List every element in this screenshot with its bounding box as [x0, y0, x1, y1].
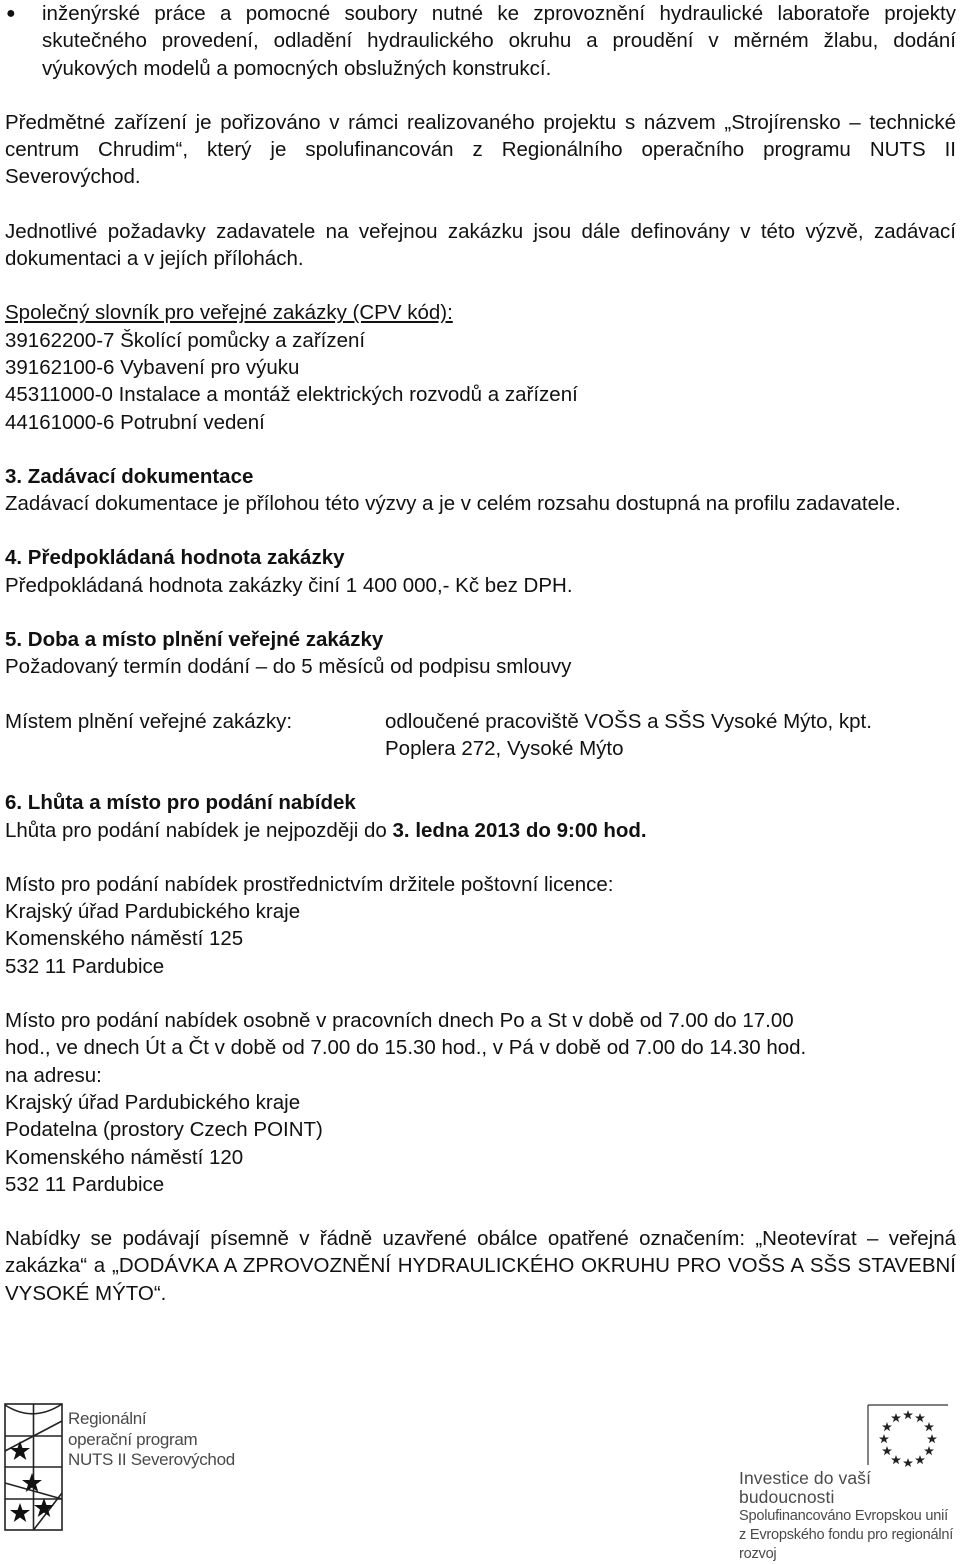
- section-4-heading: 4. Předpokládaná hodnota zakázky: [5, 546, 345, 570]
- section-6-heading: 6. Lhůta a místo pro podání nabídek: [5, 791, 356, 815]
- section-3: [5, 463, 956, 518]
- rop-logo-line: NUTS II Severovýchod: [68, 1450, 235, 1469]
- section-5-heading: 5. Doba a místo plnění veřejné zakázky: [5, 628, 384, 652]
- address-line: 532 11 Pardubice: [5, 1172, 165, 1196]
- place-value: [385, 708, 956, 763]
- deadline-suffix: .: [640, 818, 647, 842]
- document-page: [5, 0, 956, 1307]
- deadline-text: [5, 817, 956, 844]
- cpv-code: 39162200-7 Školící pomůcky a zařízení: [5, 328, 366, 352]
- section-3-text: Zadávací dokumentace je přílohou této výzvy a je v celém rozsahu dostupná na profilu zadavatele.: [5, 492, 901, 516]
- bullet-item: [5, 0, 956, 82]
- place-label: Místem plnění veřejné zakázky:: [5, 709, 293, 733]
- address-line: Komenského náměstí 120: [5, 1145, 244, 1169]
- cpv-code: 39162100-6 Vybavení pro výuku: [5, 355, 300, 379]
- place-of-performance: [5, 708, 956, 763]
- cpv-block: [5, 299, 956, 435]
- cpv-code: 45311000-0 Instalace a montáž elektrických rozvodů a zařízení: [5, 383, 578, 407]
- eu-logo-title: Investice do vaší budoucnosti: [739, 1468, 872, 1507]
- address-line: na adresu:: [5, 1063, 102, 1087]
- postal-submission: [5, 871, 956, 980]
- eu-flag-icon: [734, 1403, 960, 1467]
- rop-logo-line: Regionální: [68, 1409, 147, 1428]
- personal-intro-line: hod., ve dnech Út a Čt v době od 7.00 do 15.30 hod., v Pá v době od 7.00 do 14.30 hod.: [5, 1036, 807, 1060]
- deadline-prefix: Lhůta pro podání nabídek je nejpozději do: [5, 818, 393, 842]
- eu-logo-text: [739, 1469, 960, 1564]
- envelope-text: Nabídky se podávají písemně v řádně uzavřené obálce opatřené označením: „Neotevírat – veřejná zakázka“ a „DODÁVKA A ZPROVOZNĚNÍ HYDRAULICKÉHO OKRUHU PRO VOŠS A SŠS STAVEBNÍ VYSOKÉ MÝTO“.: [5, 1227, 956, 1305]
- rop-logo-text: [68, 1409, 235, 1471]
- section-6: [5, 789, 956, 1307]
- intro-paragraph-2: Jednotlivé požadavky zadavatele na veřejnou zakázku jsou dále definovány v této výzvě, zadávací dokumentaci a v jejích přílohách.: [5, 219, 956, 271]
- bullet-symbol: ●: [6, 5, 16, 22]
- intro-paragraph-1: Předmětné zařízení je pořizováno v rámci realizovaného projektu s názvem „Strojírensko – technické centrum Chrudim“, který je spolufinancován z Regionálního operačního programu NUTS II Severovýchod.: [5, 110, 956, 189]
- rop-logo: [4, 1403, 244, 1531]
- personal-submission: [5, 1007, 956, 1198]
- cpv-code: 44161000-6 Potrubní vedení: [5, 410, 265, 434]
- section-5-text: Požadovaný termín dodání – do 5 měsíců od podpisu smlouvy: [5, 655, 572, 679]
- address-line: 532 11 Pardubice: [5, 954, 165, 978]
- section-5: [5, 626, 956, 762]
- address-line: Krajský úřad Pardubického kraje: [5, 1090, 301, 1114]
- postal-intro: Místo pro podání nabídek prostřednictvím držitele poštovní licence:: [5, 872, 614, 896]
- cpv-heading: Společný slovník pro veřejné zakázky (CPV kód):: [5, 301, 453, 325]
- eu-logo: [734, 1403, 960, 1562]
- section-3-heading: 3. Zadávací dokumentace: [5, 464, 254, 488]
- address-line: Krajský úřad Pardubického kraje: [5, 900, 301, 924]
- section-4-text: Předpokládaná hodnota zakázky činí 1 400 000,- Kč bez DPH.: [5, 573, 573, 597]
- place-value-line: Poplera 272, Vysoké Mýto: [385, 736, 624, 760]
- footer-logos: [0, 1403, 960, 1562]
- bullet-text: inženýrské práce a pomocné soubory nutné ke zprovoznění hydraulické laboratoře projekty skutečného provedení, odladění hydraulického okruhu a proudění v měrném žlabu, dodání výukových modelů a pomocných obslužných konstrukcí.: [42, 2, 956, 80]
- rop-logo-line: operační program: [68, 1429, 198, 1449]
- deadline-date: 3. ledna 2013 do 9:00 hod: [392, 818, 641, 842]
- section-4: [5, 544, 956, 599]
- address-line: Podatelna (prostory Czech POINT): [5, 1118, 323, 1142]
- eu-logo-line: Spolufinancováno Evropskou unií: [739, 1508, 948, 1524]
- eu-logo-line: z Evropského fondu pro regionální rozvoj: [739, 1527, 954, 1562]
- personal-intro-line: Místo pro podání nabídek osobně v pracovních dnech Po a St v době od 7.00 do 17.00: [5, 1009, 794, 1033]
- place-value-line: odloučené pracoviště VOŠS a SŠS Vysoké Mýto, kpt.: [385, 709, 872, 733]
- address-line: Komenského náměstí 125: [5, 927, 244, 951]
